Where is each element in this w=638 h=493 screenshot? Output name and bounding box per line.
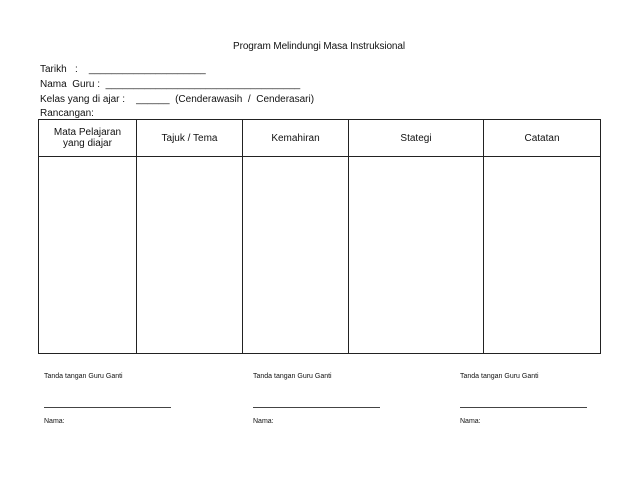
- table-header-row: [39, 120, 601, 157]
- cell-kemahiran[interactable]: [243, 157, 349, 354]
- name-label: Nama:: [460, 418, 481, 425]
- name-label: Nama:: [44, 418, 65, 425]
- kelas-field: Kelas yang di ajar : ______ (Cenderawasih / Cenderasari): [40, 94, 315, 105]
- header-catatan: Catatan: [484, 120, 601, 157]
- header-tajuk-tema: Tajuk / Tema: [137, 120, 243, 157]
- signature-label: Tanda tangan Guru Ganti: [44, 373, 123, 380]
- signature-label: Tanda tangan Guru Ganti: [253, 373, 332, 380]
- cell-tajuk-tema[interactable]: [137, 157, 243, 354]
- nama-guru-field: Nama Guru : ___________________________________: [40, 79, 301, 90]
- signature-line[interactable]: [460, 407, 587, 408]
- lesson-plan-table: [38, 119, 601, 354]
- cell-catatan[interactable]: [484, 157, 601, 354]
- rancangan-label: Rancangan:: [40, 108, 94, 119]
- table-row: [39, 157, 601, 354]
- cell-mata-pelajaran[interactable]: [39, 157, 137, 354]
- document-title: Program Melindungi Masa Instruksional: [233, 41, 405, 52]
- header-kemahiran: Kemahiran: [243, 120, 349, 157]
- header-mata-pelajaran: Mata Pelajaran yang diajar: [39, 120, 137, 157]
- signature-label: Tanda tangan Guru Ganti: [460, 373, 539, 380]
- header-stategi: Stategi: [349, 120, 484, 157]
- signature-line[interactable]: [44, 407, 171, 408]
- name-label: Nama:: [253, 418, 274, 425]
- signature-line[interactable]: [253, 407, 380, 408]
- tarikh-field: Tarikh : _____________________: [40, 64, 206, 75]
- cell-stategi[interactable]: [349, 157, 484, 354]
